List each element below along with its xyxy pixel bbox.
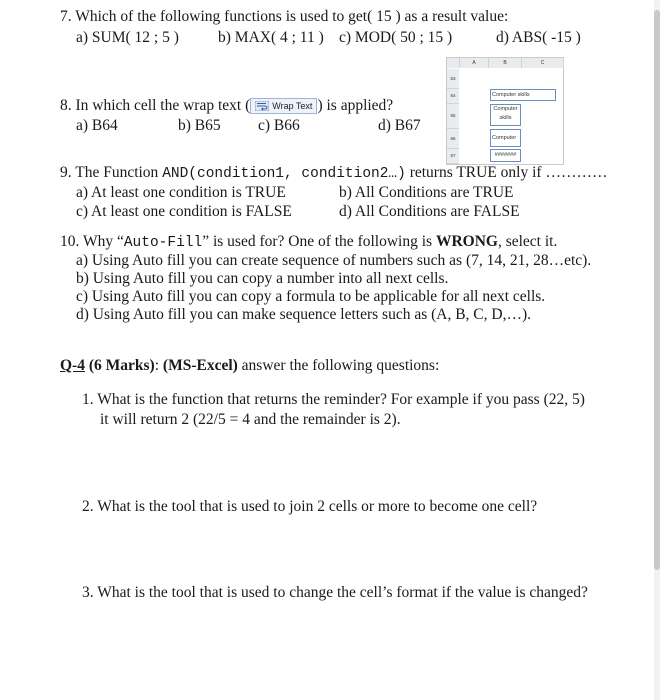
excel-cell-b64: Computer skills [490,89,556,101]
q7-option-b: b) MAX( 4 ; 11 ) [218,29,324,46]
q4-colon: : [154,357,163,374]
q10-stem-post: , select it. [497,233,558,250]
q8-option-d: d) B67 [378,117,421,134]
excel-screenshot [446,57,564,165]
q4-heading [60,357,439,375]
q10-option-b: b) Using Auto fill you can copy a number into all next cells. [76,270,449,287]
q9-stem-code: AND(condition1, condition2…) [162,166,406,182]
wrap-text-icon [255,101,269,111]
excel-cell-b67: ####### [490,149,521,162]
q9-option-a: a) At least one condition is TRUE [76,184,286,201]
q10-stem-bold: WRONG [435,233,498,250]
excel-col-c: C [522,58,564,68]
excel-col-a: A [460,58,489,68]
excel-cell-b65: Computer skills [490,104,521,126]
page-scrollbar[interactable] [654,0,660,700]
q4-item-1-cont: it will return 2 (22/5 = 4 and the remainder is 2). [100,411,401,428]
q9-stem [60,164,607,182]
excel-corner [447,58,460,68]
wrap-text-label: Wrap Text [272,101,313,112]
excel-row-67: 67 [447,149,459,164]
excel-col-b: B [489,58,522,68]
q10-stem-pre: 10. Why “ [60,233,124,250]
q10-option-a: a) Using Auto fill you can create sequence of numbers such as (7, 14, 21, 28…etc). [76,252,592,269]
excel-row-63: 63 [447,69,459,89]
q8-option-b: b) B65 [178,117,221,134]
excel-row-65: 65 [447,104,459,129]
q4-item-1: 1. What is the function that returns the reminder? For example if you pass (22, 5) [82,391,585,408]
q10-stem-mid: ” is used for? One of the following is [202,233,436,250]
q9-stem-post: returns TRUE only if ………… [405,164,608,181]
q4-instruction: answer the following questions: [237,357,440,374]
q10-stem [60,233,557,251]
excel-row-66: 66 [447,129,459,149]
q8-stem-pre: 8. In which cell the wrap text ( [60,97,251,114]
q7-stem: 7. Which of the following functions is used to get( 15 ) as a result value: [60,8,509,25]
q7-option-c: c) MOD( 50 ; 15 ) [339,29,453,46]
q4-item-3: 3. What is the tool that is used to change the cell’s format if the value is changed? [82,584,588,601]
q8-option-c: c) B66 [258,117,300,134]
q9-option-c: c) At least one condition is FALSE [76,203,292,220]
q4-marks: (6 Marks) [84,357,155,374]
q4-excel-tag: (MS-Excel) [162,357,238,374]
q10-option-c: c) Using Auto fill you can copy a formula to be applicable for all next cells. [76,288,546,305]
q7-option-a: a) SUM( 12 ; 5 ) [76,29,179,46]
q10-stem-code: Auto-Fill [123,235,203,251]
excel-row-64: 64 [447,89,459,104]
q9-option-d: d) All Conditions are FALSE [339,203,520,220]
q9-stem-pre: 9. The Function [60,164,163,181]
q8-stem [60,97,393,115]
q9-option-b: b) All Conditions are TRUE [339,184,514,201]
scrollbar-thumb[interactable] [654,10,660,570]
q4-item-2: 2. What is the tool that is used to join 2 cells or more to become one cell? [82,498,538,515]
q8-option-a: a) B64 [76,117,118,134]
q8-stem-post: ) is applied? [317,97,394,114]
q7-option-d: d) ABS( -15 ) [496,29,581,46]
excel-cell-b66: Computer [490,129,521,147]
wrap-text-button [250,98,317,114]
q4-label: Q-4 [60,357,85,374]
q10-option-d: d) Using Auto fill you can make sequence letters such as (A, B, C, D,…). [76,306,532,323]
